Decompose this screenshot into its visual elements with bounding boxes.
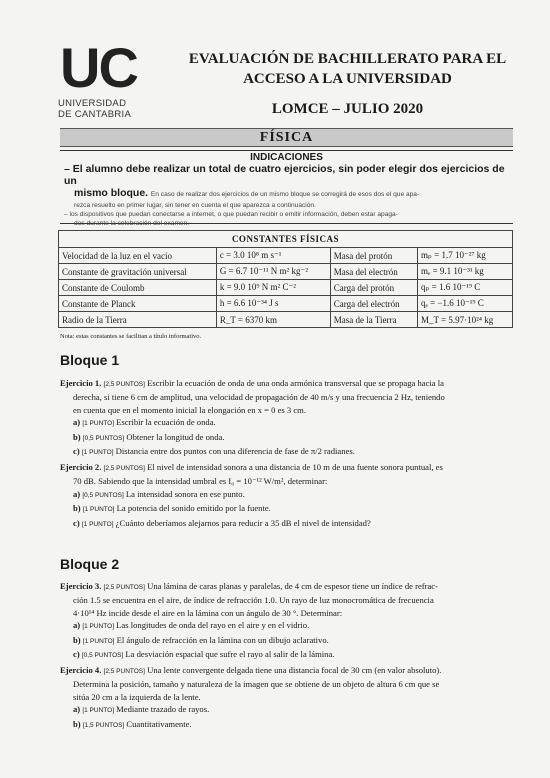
subquestion-points: [1 PUNTO] bbox=[81, 520, 114, 528]
table-row bbox=[59, 248, 513, 264]
subquestion-points: [1 PUNTO] bbox=[82, 637, 115, 645]
exercise-text: Una lente convergente delgada tiene una distancia focal de 30 cm (en valor absoluto). bbox=[147, 665, 442, 675]
exercise-text: en cuenta que en el momento inicial la elongación en x = 0 es 3 cm. bbox=[73, 404, 306, 415]
subquestion-text: Las longitudes de onda del rayo en el aire y en el vidrio. bbox=[116, 620, 310, 631]
exam-title-line2: ACCESO A LA UNIVERSIDAD bbox=[243, 71, 452, 87]
table-row bbox=[59, 296, 513, 312]
subquestion-text: Cuantitativamente. bbox=[126, 718, 192, 729]
subquestion-text: Distancia entre dos puntos con una diferencia de fase de π/2 radianes. bbox=[115, 446, 355, 457]
instructions-note-a: En caso de realizar dos ejercicios de un mismo bloque se corregirá de esos dos el que apa- bbox=[150, 191, 420, 198]
exercise-text: El nivel de intensidad sonora a una distancia de 10 m de una fuente sonora puntual, es bbox=[147, 462, 443, 472]
exercise-text: 70 dB. Sabiendo que la intensidad umbral es I₀ = 10⁻¹² W/m², determinar: bbox=[73, 476, 328, 487]
constant-name: Masa del protón bbox=[330, 248, 417, 264]
subquestion-points: [1 PUNTO] bbox=[81, 449, 114, 457]
subquestion-a: a) [0,5 PUNTOS] La intensidad sonora en ese punto. bbox=[73, 488, 245, 499]
subquestion-points: [0,5 PUNTOS] bbox=[82, 434, 125, 442]
university-name-line1: UNIVERSIDAD bbox=[58, 98, 127, 109]
subquestion-text: ¿Cuánto deberíamos alejarnos para reducir a 35 dB el nivel de intensidad? bbox=[115, 517, 371, 528]
subquestion-points: [1 PUNTO] bbox=[82, 707, 114, 715]
subquestion-a: a) [1 PUNTO] Mediante trazado de rayos. bbox=[73, 704, 210, 715]
exercise-text: Determina la posición, tamaño y naturaleza de la imagen que se obtiene de un objeto de altura 6 cm que se bbox=[73, 679, 440, 690]
constant-value: mₚ = 1.7 10⁻²⁷ kg bbox=[418, 248, 513, 264]
instructions-rule-bold: mismo bloque. bbox=[74, 187, 149, 199]
subquestion-c: c) [1 PUNTO] ¿Cuánto deberíamos alejarnos para reducir a 35 dB el nivel de intensidad? bbox=[73, 517, 371, 528]
exercise-1 bbox=[60, 377, 515, 459]
constant-value: c = 3.0 10⁸ m s⁻¹ bbox=[216, 248, 330, 264]
subquestion-points: [1 PUNTO] bbox=[82, 623, 114, 631]
exercise-4 bbox=[60, 664, 515, 732]
exercise-label: Ejercicio 3. bbox=[60, 581, 102, 591]
subject-banner: FÍSICA bbox=[60, 128, 513, 147]
constant-value: M_T = 5.97·10²⁴ kg bbox=[418, 312, 513, 328]
constant-value: h = 6.6 10⁻³⁴ J s bbox=[216, 296, 330, 312]
subquestion-text: El ángulo de refracción en la lámina con un dibujo aclarativo. bbox=[116, 634, 329, 645]
exam-session: LOMCE – JULIO 2020 bbox=[271, 101, 424, 117]
exercise-text: derecha, si tiene 6 cm de amplitud, una velocidad de propagación de 40 m/s y una frecuencia 2 Hz, teniendo bbox=[73, 392, 445, 403]
subquestion-points: [1,5 PUNTOS] bbox=[82, 721, 125, 729]
constant-name: Velocidad de la luz en el vacío bbox=[59, 248, 217, 264]
exercise-points: [2,5 PUNTOS] bbox=[103, 668, 145, 675]
constant-name: Masa del electrón bbox=[330, 264, 417, 280]
constant-name: Carga del protón bbox=[330, 280, 417, 296]
instructions-box bbox=[60, 150, 513, 227]
constant-name: Constante de Coulomb bbox=[59, 280, 217, 296]
constant-name: Carga del electrón bbox=[330, 296, 417, 312]
constant-name: Constante de gravitación universal bbox=[59, 264, 217, 280]
constant-value: mₑ = 9.1 10⁻³¹ kg bbox=[418, 264, 513, 280]
constants-table bbox=[58, 230, 513, 328]
exercise-2 bbox=[60, 461, 515, 531]
exercise-label: Ejercicio 4. bbox=[60, 665, 102, 675]
instructions-note-c: – los dispositivos que puedan conectarse a internet, o que puedan recibir o emitir información, deben estar apaga- bbox=[64, 211, 398, 218]
constants-note: Nota: estas constantes se facilitan a título informativo. bbox=[60, 333, 202, 340]
exercise-points: [2,5 PUNTOS] bbox=[103, 381, 145, 388]
exercise-points: [2,5 PUNTOS] bbox=[103, 584, 145, 591]
university-logo: UC bbox=[60, 36, 137, 99]
instructions-rule-line1: – El alumno debe realizar un total de cuatro ejercicios, sin poder elegir dos ejercicios de un bbox=[64, 163, 505, 187]
constant-name: Radio de la Tierra bbox=[59, 312, 217, 328]
exercise-text: Escribir la ecuación de onda de una onda armónica transversal que se propaga hacia la bbox=[147, 378, 444, 388]
subquestion-points: [1 PUNTO] bbox=[82, 420, 114, 428]
constant-value: G = 6.7 10⁻¹¹ N m² kg⁻² bbox=[216, 264, 330, 280]
constants-title: CONSTANTES FÍSICAS bbox=[59, 231, 513, 248]
subquestion-b: b) [1 PUNTO] La potencia del sonido emitido por la fuente. bbox=[73, 503, 271, 514]
subquestion-points: [0,5 PUNTOS] bbox=[81, 652, 124, 660]
subquestion-c: c) [1 PUNTO] Distancia entre dos puntos con una diferencia de fase de π/2 radianes. bbox=[73, 446, 355, 457]
block-2-heading: Bloque 2 bbox=[60, 556, 120, 572]
table-row bbox=[59, 280, 513, 296]
subquestion-text: Obtener la longitud de onda. bbox=[126, 431, 225, 442]
subquestion-c: c) [0,5 PUNTOS] La desviación espacial que sufre el rayo al salir de la lámina. bbox=[73, 649, 335, 660]
instructions-title: INDICACIONES bbox=[250, 152, 323, 163]
subquestion-text: La intensidad sonora en ese punto. bbox=[125, 488, 245, 499]
exam-title-line1: EVALUACIÓN DE BACHILLERATO PARA EL bbox=[188, 51, 507, 67]
exercise-text: 4·10¹⁴ Hz incide desde el aire en la lámina con un ángulo de 30 °. Determinar: bbox=[73, 607, 343, 618]
table-row bbox=[59, 312, 513, 328]
constant-value: qₑ = −1.6 10⁻¹⁹ C bbox=[418, 296, 513, 312]
table-row bbox=[59, 264, 513, 280]
university-name-line2: DE CANTABRIA bbox=[58, 109, 132, 120]
instructions-rule-line2 bbox=[60, 187, 513, 201]
subquestion-b: b) [1 PUNTO] El ángulo de refracción en la lámina con un dibujo aclarativo. bbox=[73, 634, 329, 645]
exercise-text: Una lámina de caras planas y paralelas, de 4 cm de espesor tiene un índice de refrac- bbox=[147, 581, 438, 591]
exercise-points: [2,5 PUNTOS] bbox=[103, 465, 145, 472]
university-name bbox=[58, 98, 131, 120]
constant-value: R_T = 6370 km bbox=[216, 312, 330, 328]
constant-value: k = 9.0 10⁹ N m² C⁻² bbox=[216, 280, 330, 296]
exercise-label: Ejercicio 2. bbox=[60, 462, 102, 472]
block-1-heading: Bloque 1 bbox=[60, 352, 120, 368]
exercise-3 bbox=[60, 580, 515, 662]
constant-name: Constante de Planck bbox=[59, 296, 217, 312]
subquestion-b: b) [1,5 PUNTOS] Cuantitativamente. bbox=[73, 718, 192, 729]
subquestion-text: La potencia del sonido emitido por la fuente. bbox=[116, 503, 271, 514]
instructions-note-d: dos durante la celebración del examen. bbox=[74, 220, 190, 227]
exercise-label: Ejercicio 1. bbox=[60, 378, 102, 388]
subquestion-text: Mediante trazado de rayos. bbox=[116, 704, 210, 715]
exercise-text: ción 1.5 se encuentra en el aire, de índice de refracción 1.0. Un rayo de luz monocromática de frecuencia bbox=[73, 595, 434, 606]
subquestion-text: La desviación espacial que sufre el rayo al salir de la lámina. bbox=[125, 649, 335, 660]
subquestion-a: a) [1 PUNTO] Escribir la ecuación de onda. bbox=[73, 417, 216, 428]
constant-value: qₚ = 1.6 10⁻¹⁹ C bbox=[418, 280, 513, 296]
constant-name: Masa de la Tierra bbox=[330, 312, 417, 328]
subquestion-b: b) [0,5 PUNTOS] Obtener la longitud de onda. bbox=[73, 431, 225, 442]
subquestion-points: [1 PUNTO] bbox=[82, 506, 115, 514]
subquestion-text: Escribir la ecuación de onda. bbox=[116, 417, 216, 428]
exercise-text: sitúa 20 cm a la izquierda de la lente. bbox=[73, 691, 201, 702]
subquestion-a: a) [1 PUNTO] Las longitudes de onda del rayo en el aire y en el vidrio. bbox=[73, 620, 310, 631]
instructions-note-b: rezca resuelto en primer lugar, sin tener en cuenta el que aparezca a continuación. bbox=[74, 202, 316, 209]
subquestion-points: [0,5 PUNTOS] bbox=[82, 491, 124, 499]
